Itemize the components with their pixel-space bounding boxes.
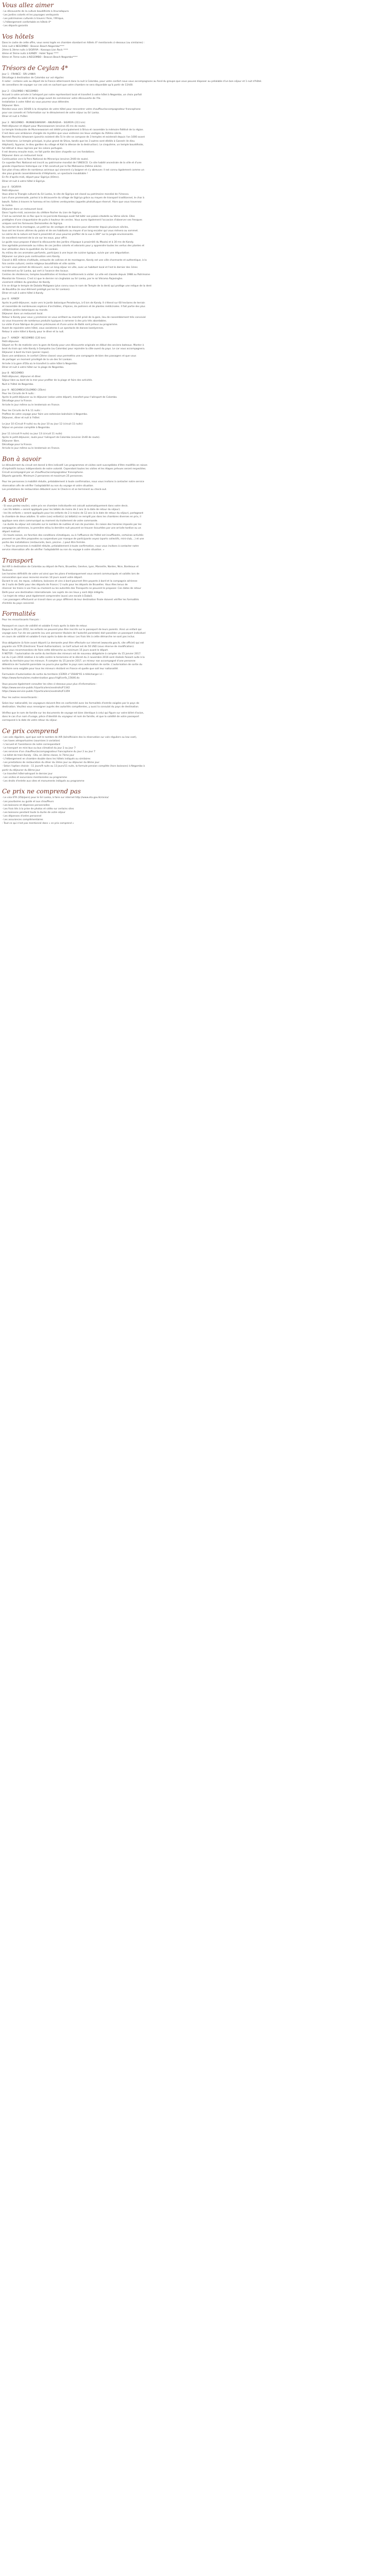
text-line: où vous trouverez de nombreux produits typiques à ramener à des prix très abordables. (2, 320, 107, 323)
text-line: de conseillons de voyager sur ces vols en sachant que votre chambre ne sera disponible qu'à partir de 11h00. (2, 84, 134, 87)
text-line: vivement célèbre du grandeur de Kandy. (2, 281, 51, 284)
text-line: Depuis le 26 juin 2012, les enfants ne peuvent plus être inscrits sur le passeport de leurs parents. Ainsi un enfant qui (2, 629, 142, 632)
text-line: réservation afin de vérifier l'adaptabilité au non du voyage et votre situation. (2, 484, 94, 487)
text-line: Déjeuner dans un restaurant local. (2, 154, 43, 157)
text-line: Vous allez la Triangle culturel du Sri Lanka, le site de Sigiriya est classé au patrimoine mondial de l'Unesco. (2, 193, 129, 196)
text-line: Arrivée le jour même ou le lendemain en France. (2, 403, 60, 406)
text-line: applique sera alors communiqué au moment du traitement de votre commande. (2, 519, 98, 522)
text-line: - Les taxes aéroportuaires (soumises à variation) (2, 739, 60, 742)
text-line: 2ème & 3ème nuits à SIGIRIYA : Kassapa Lion Rock **** (2, 49, 69, 52)
text-line: - les lits enfants » seront appliqués pour les enfants de 2 à moins de 12 ans (à la date de retour du séjour), partageant (2, 512, 143, 515)
text-line: Installation à votre hôtel où vous pourrez vous détendre. (2, 101, 70, 104)
text-line: - Les boissons et dépenses personnelles (2, 804, 50, 807)
text-line: d'entrée du pays concerné. (2, 602, 35, 605)
text-line: Arrivée le jour même ou le lendemain en France. (2, 447, 60, 450)
text-line: Dîner et nuit à votre hôtel sur la plage de Negombo. (2, 366, 64, 369)
text-line: - Les prestations de restauration du dîner du 2ème jour au déjeuner du 8ème jour (2, 761, 100, 765)
text-line: - Le visa ETA (35$/pers) pour le Sri Lanka, à faire sur internet http://www.eta.gov.lk/slvisa/ (2, 796, 109, 800)
text-line: service réservation afin de vérifier l'adaptabilité ou non du voyage à votre situation. » (2, 549, 105, 552)
section-title: A savoir (2, 496, 28, 504)
text-line: partir du déjeuner du 8ème jour (2, 769, 40, 772)
text-line: fut détruit à deux reprises par les colons portugais. (2, 147, 63, 150)
text-line: - Les passagers effectuent un transit dans un pays différent de leur destination finale doivent vérifier les formalités (2, 598, 139, 601)
text-line: https://www.service-public.fr/particuliers/vosdroits/F1359 (2, 690, 70, 693)
text-line: bord du train qui relie Kandy à Gampaha (ou Colombo) pour rejoindre la côte ouest du pays. Le car vous accompagnera. (2, 348, 145, 351)
text-line: départ matinal. (2, 530, 21, 533)
text-line: - L'accueil et l'assistance de notre correspondant (2, 743, 60, 746)
text-line: Jour 6 : KANDY (2, 298, 20, 301)
text-line: Déjeuner à bord du train (panier repas). (2, 351, 50, 354)
text-line: A noter : certains vols au départ de la France atterrissent dans la nuit à Colombo, pour votre confort nous vous accompagnons au fond du groupe que vous pouvez disposer au préalable d'un bon séjour et 1 nuit d'hôtel. (2, 80, 262, 83)
section-title: Ce prix ne comprend pas (2, 788, 81, 795)
text-line: - Les frais liés à la prise de photos et vidéo sur certains sites (2, 807, 74, 810)
section-title: Bon à savoir (2, 455, 41, 463)
text-line: Déjeuner libre. (2, 439, 20, 443)
text-line: Déjeuner libre. (2, 105, 20, 108)
text-line: Au milieu de ces aromates parfumés, participez à une leçon de cuisine typique, suivie par une dégustation. (2, 251, 130, 255)
text-line: Pour les Circuits de 9 & 11 nuits : (2, 410, 42, 413)
text-line: et rassemble de nombreuses espèces d'orchidées, d'épices, de palmiers et de plantes médicinales. Il fait partie des plus (2, 305, 145, 308)
text-line: Son plan d'eau attire de nombreux animaux qui viennent s'y baigner et s'y abreuver. Il est connu également comme un (2, 169, 144, 172)
text-line: 4ème et 5ème nuits à KANDY : Hotel Topaz **** (2, 53, 59, 56)
text-line: Dans l'après-midi, ascension du célèbre Rocher du Lion de Sigiriya. (2, 211, 82, 214)
text-line: des plus grands rassemblements d'éléphants, un spectacle inoubliable ! (2, 173, 88, 176)
text-line: C'est au sommet de ce Roc que le roi parricide Kassapa avait fait bâtir son palais-citadelle au Vème siècle. Elles (2, 215, 135, 218)
text-line: Le temple hindouiste de Munneswaram est dédié principalement à Shiva et rassemble la mémoire fidélisé de la région. (2, 129, 144, 132)
section-transport (2, 557, 386, 606)
text-line: - Les départs garantis (2, 25, 28, 28)
text-line: https://www.service-public.fr/particuliers/vosdroits/F1342 (2, 686, 70, 689)
text-line: Jour 1 : FRANCE - SRI LANKA (2, 73, 36, 76)
text-line: correspond à la date de votre retour du séjour. (2, 719, 58, 722)
text-line: Centres de résidences, temples bouddhistes et hindous traditionnels à visiter. La ville est classée depuis 1988 au Patrimoine (2, 274, 150, 277)
text-line: Séjour libre au bord de la mer pour profiter de la plage et faire des activités. (2, 379, 93, 382)
text-line: - L'hébergement confortable en hôtels 4* (2, 21, 51, 24)
text-line: Toulouse. (2, 569, 13, 572)
text-line: fois centre culturel, centre religieux bouddhiste et ville sainte. (2, 263, 76, 266)
text-line: Décollage pour la France. (2, 400, 32, 403)
text-line: - Les assurances complémentaires (2, 818, 43, 821)
text-line: - L'hébergement en chambre double dans les hôtels indiqués ou similaires (2, 758, 91, 761)
text-line: Rendez-vous vers 16h00 à la réception de votre hôtel pour rencontrer votre chauffeur/accompagnateur francophone (2, 108, 141, 111)
section-vous-allez-aimer (2, 2, 386, 28)
text-line: Petit-déjeuner et départ pour Munneswaram (environ 45 mn de route). (2, 125, 86, 128)
section-title: Vous allez aimer (2, 2, 54, 9)
text-line: Accueil à votre arrivée à l'aéroport par notre représentant local et transfert à votre hôtel à Negombo, un choix parfait (2, 93, 142, 96)
text-line: Petit-déjeuner, déjeuner et dîner. (2, 376, 42, 379)
text-line: destination. Veuillez vous renseigner auprès des autorités compétentes, y aussi la consulat du pays de destination. (2, 706, 139, 709)
text-line: la chambre de deux adultes. Si votre (vos) enfant(s) (a) bébé(s) ne remplit pas dans les chambres diverses en prix, il (2, 516, 141, 519)
text-line: Une agréable promenade au milieu de ces jardins colorés et odorants pour y apprendre toutes les vertus des plantes et (2, 244, 144, 247)
content (0, 0, 386, 826)
text-line: Après le petit-déjeuner ou le déjeuner (selon votre départ), transfert pour l'aéroport de Colombo. (2, 396, 118, 399)
text-line: Pour les Circuits de 9 nuits : (2, 393, 36, 396)
text-line: - Le transfert hôtel-aéroport le dernier jour (2, 772, 53, 775)
text-line: protégées d'une cinquantaine de puits à hauteur de cercles. Vous aurez également l'occasion d'observer ses fresques (2, 219, 142, 222)
text-line: Jour 4 : SIGIRIYA (2, 186, 22, 189)
text-line: bœufs. Faites à travers le hameau et les rizières verdoyantes (appelés photo/tuque réservé. Alors que vous traversez (2, 200, 142, 204)
text-line: Au sommet de la montagne, un petit lac de vestiges et de bassins pour alimenter depuis plusieurs siècles, (2, 226, 129, 229)
text-line: compagnies aériennes, la première et/ou la dernière nuit peuvent se trouver écourtées par une arrivée tardive ou un (2, 527, 141, 530)
text-line: éléphant), Ayyanar, le dieu gardien du village et Kali la déesse de la destruction). Le cinquième, un temple bouddhiste, (2, 143, 144, 146)
text-line: C'est dans une ambiance chargée de mystère que vous visiterez ces lieux vestiges du XVème siècle. (2, 132, 122, 135)
text-line: Déjeuner dans un restaurant local. (2, 208, 43, 211)
text-line: Jour 11 (circuit 9 nuits) ou jour 13 (circuit 11 nuits) (2, 432, 62, 435)
text-line: Retour à Kandy pour vous y promener en vous arrêtant au marché prisé de la gare, lieu de rassemblement très convivial (2, 316, 146, 319)
section-title: Formalités (2, 610, 36, 618)
text-line: partie des installations (restaurants, bars, piscine...) peut être fermée. (2, 541, 86, 545)
text-line: - La découverte de la culture bouddhiste à Anuradapura (2, 10, 69, 13)
text-line: Jour 7 : KANDY - NEGOMBO (120 km) (2, 336, 46, 340)
text-line: Nuit à l'hôtel de Negombo. (2, 383, 34, 386)
text-line: Départs garantis. Minimum 2 personnes et maximum 25 personnes. (2, 474, 84, 478)
text-line: - Selon l'option choisie : 11 jours/9 nuits ou 13 jours/11 nuits, la formule pension complète (hors boissons) à Negombo à (2, 765, 145, 768)
text-line: - Les patrimoines culturels à travers l'Asie, l'Afrique, (2, 18, 64, 21)
text-line: la rivière. (2, 204, 13, 207)
text-line: Jour 9 : NEGOMBO/COLOMBO (35km) (2, 389, 46, 392)
text-line: Vérifiez que le nom de famille sur les documents de voyage est bien identique à celui qui figure sur votre billet d'avion, (2, 711, 144, 715)
text-line: Dîner et nuit à l'hôtel. (2, 115, 28, 118)
text-line: - Les jardins colorés et les paysages verdoyants (2, 14, 59, 17)
text-line: Visa obligatoire (à faire avant départ) La demande peut être effectuée sur internet (www.eta.gov.lk, site officiel) qui est (2, 641, 144, 645)
text-line: Durant le vol, les repas, collations, boissons et vins à bord pourront être payants à bord et la compagnie aérienne (2, 580, 138, 583)
text-line: La visite d'une fabrique de pierres précieuses et d'une usine de Batik sont prévus au programme. (2, 324, 118, 327)
text-line: Retour à votre hôtel à Kandy pour le dîner et la nuit. (2, 331, 64, 334)
text-line: Nous vous recommandons de faire cette démarche au minimum 15 jours avant le départ. (2, 649, 109, 652)
text-line: convocation que vous recevrez environ 10 jours avant votre départ. (2, 577, 83, 580)
text-line: Le déroulement du circuit est donné à titre indicatif. Les programmes et visites sont susceptibles d'être modifiés en raison (2, 464, 148, 467)
text-line: - Les services d'un chauffeur/accompagnateur francophone du jour 2 au jour 7 (2, 751, 95, 754)
text-line: de 2 nuits de Delhi pour des départs de France / 2 nuits pour les départs de Bruxelles. Vous êtes tenus de (2, 584, 128, 587)
text-line: Vol A/R à destination de Colombo au départ de Paris, Bruxelles, Genève, Lyon, Marseille, Nantes, Nice, Bordeaux et (2, 565, 139, 568)
text-line: Les prestations de restauration débutent avec le Check-in et se terminent au check-out. (2, 488, 107, 491)
text-line: uniques sont les fameuses Demoiselles de Sigiriya. (2, 223, 63, 226)
text-line: Départ en fin de matinée vers la gare de Kandy pour une découverte originale en début des anciens bateaux. Monter à (2, 344, 144, 347)
text-line: - La durée du séjour est calculée sur le nombre de nuitées et non de journées. En raison des horaires imposés par les (2, 523, 142, 526)
text-line: Classé à 465 mètres d'altitude, entourée de collines et de montagnes, Kandy est une ville charmante et authentique, à la (2, 259, 147, 262)
text-line: 6ème et 7ème nuits à NEGOMBO : Beacon Beach Negombo**** (2, 56, 78, 59)
text-line: dans le cas d'un nom d'usage, pièce d'identité du voyageur et nom de famille, et que la validité de votre passeport (2, 716, 139, 718)
text-line: Le jour 10 (Circuit 9 nuits) ou du jour 10 au jour 12 (circuit 11 nuits) (2, 422, 83, 426)
text-line: - Les visites et excursions mentionnées au programme (2, 776, 67, 779)
text-line: - Les vols réguliers, quel que soit le nombre de AIR (bénéficiaire des la réservation sur vols réguliers ou low cost), (2, 736, 137, 739)
text-line: Avant de rejoindre votre hôtel, vous assisterez à un spectacle de danses kandyennes. (2, 327, 104, 330)
text-line: - Le transport en mini-bus ou bus climatisé du jour 2 au jour 7 (2, 747, 76, 750)
section-title: Vos hôtels (2, 32, 34, 40)
text-line: 1ère nuit à NEGOMBO : Beacon Beach Negombo**** (2, 45, 64, 48)
text-line: réserver les trains à vos frais au moment ou les autorités des Transports ne peuvent le proposer. Ces dates de retour (2, 587, 141, 590)
text-line: Après le petit-déjeuner, route vers le jardin botanique Peradeniya, à 6 km de Kandy. Il s'étend sur 60 hectares de terrain (2, 301, 145, 304)
text-line: - En haute saison, en fonction des conditions climatiques, ou à l'affluence de l'hôtel est insuffisante, certaines activités (2, 534, 143, 537)
text-line: Dans le cadre de cette offre, vous serez logés en chambre standard en hôtels 4* mentionnés ci-dessous (ou similaires) : (2, 41, 145, 44)
text-line: - Le billet de train Kandy - Ella, en 3ème classe, le 7ème jour (2, 754, 74, 757)
section-title: Trésors de Ceylan 4* (2, 64, 68, 72)
text-line: Petit-déjeuner. (2, 341, 20, 343)
text-line: Déjeuner sur place puis continuation vers Kandy. (2, 255, 60, 258)
text-line: Jour 3 : NEGOMBO - MUNNESWARAM - ANURADHA - SIGIRIYA (211 km) (2, 122, 86, 125)
text-line: Décollage à destination de Colombo sur vol régulier. (2, 77, 64, 80)
text-line: En fin d'après-midi, départ pour Sigiriya (40mn). (2, 176, 60, 179)
text-line: leur utilisation dans la quotidien du Sri Lankais. (2, 248, 59, 251)
text-line: d'impératifs locaux indépendants de notre volonté. Cependant toutes les visites et les étapes prévues seront respectées. (2, 467, 146, 470)
section-ce-prix-ne-comprend-pas (2, 788, 386, 825)
text-line: Il le se dirige le temple de Dalada Maligawa (plus connu sous le nom de Temple de la dent) qui protège une relique de la dent (2, 284, 152, 287)
text-line: tous ont les traces ultimes du palais et de ses habitants au moyen d'un long escalier qui vous mènera au sommet. (2, 230, 139, 233)
text-line: Selon leur nationalité, les voyageurs doivent être en conformité avec les formalités d'entrée exigées par le pays de (2, 702, 139, 705)
text-line: en cours de validité et valable 6 mois après la date de retour. Les frais liés à cette démarche ne sont pas inclus. (2, 636, 135, 639)
text-line: pour profiter du soleil et de la plage avant de commencer votre découverte de l'île. (2, 97, 101, 100)
section-a-savoir (2, 496, 386, 552)
text-line: territoire sera exigible pour tous les mineurs résidant en France et quelle que soit leur nationalité. (2, 667, 119, 670)
text-line: - Les boissons pendant toute la durée de votre séjour (2, 811, 66, 814)
section-bon-a-savoir (2, 455, 386, 492)
text-line: Pour les personnes à mobilité réduite, préalablement à toute confirmation, nous vous invitons à contacter notre service (2, 481, 144, 484)
text-line: Le calme de la nature est tout à proximité et vous pourrez profiter de la vue à 360° sur la jungle environnante. (2, 233, 134, 236)
text-line: - Si vous partez seul(e), votre prix en chambre individuelle est calculé automatiquement dans votre devis. (2, 505, 128, 508)
text-line: grande importance historique car il fût construit par le Roi Mahasena (IVème siècle). (2, 165, 103, 168)
text-line: Jour 2 : COLOMBO / NEGOMBO (2, 90, 38, 93)
text-line: Profitez de votre voyage pour faire une extension balnéaire à Negombo. (2, 413, 88, 416)
text-line: Pour les autres ressortissants : (2, 696, 39, 699)
text-line: Pour les ressortissants français : (2, 619, 41, 622)
text-line: Nommé Panchis Ishwaram (panchis existent dès 5) le site se compose de 3 temples et existerait depuis l'an 1000 avant (2, 136, 145, 139)
text-line: https://www.formulaires.modernisation.gouv.fr/gf/cerfa_15646.do (2, 677, 80, 680)
text-line: Dîner et nuit à votre hôtel à Kandy. (2, 292, 44, 295)
text-line: Ce superbe Parc National est inscrit au patrimoine mondial de l'UNESCO. Ce site habité ancestrale de la ville et d'une (2, 162, 142, 165)
text-line: célèbres jardins botaniques au monde. (2, 309, 48, 312)
text-line: de partager un moment privilégié de la vie des Sri Lankais. (2, 359, 73, 362)
text-line: maintenant au Sri Lanka, qui sert à l'avance des locaux. (2, 270, 69, 273)
section-title: Transport (2, 556, 34, 564)
text-line: Dans une ambiance, le confort (3ème classe) vous permettra une compagnie de bien des passagers et que vous (2, 355, 136, 358)
text-line: - Les lits bébés » seront appliqués pour les bébés de moins de 2 ans (à la date de retour du séjour). (2, 509, 121, 512)
text-line: À NOTER : l'autorisation de sortie du territoire des mineurs est de nouveau obligatoire à compter du 15 janvier 2017. (2, 653, 141, 656)
text-line: Delhi pour une destination internationale. Les sujets de ces lieux y sont déjà intégrés. (2, 591, 104, 594)
text-line: Déjeuner dans un restaurant local. (2, 312, 43, 315)
text-line: Passeport en cours de validité et valable 6 mois après la date de retour. (2, 625, 88, 628)
text-line: Déjeuner, dîner et nuit à l'hôtel. (2, 417, 40, 420)
text-line: Séjour en pension complète à Negombo. (2, 426, 51, 429)
text-line: payante via l'ETA (Electronic Travel Authorisation). Le tarif actuel est de 50 USD (sous réserve de modification). (2, 646, 135, 648)
text-line: Décollage pour la France. (2, 443, 32, 446)
text-line: - Les pourboires au guide et aux chauffeurs (2, 800, 54, 803)
text-line: Un excellent moment de la vie sur les eaux, pour offrir. (2, 237, 68, 240)
text-line: - Le trajet de retour peut également comprendre (aussi une escale à Dubaï). (2, 595, 93, 598)
text-line: voyage avec l'un de ses parents (ou une personne titulaire de l'autorité parentale) doit posséder un passeport individuel (2, 632, 145, 635)
text-line: - Les dépenses d'ordre personnel (2, 815, 42, 818)
text-line: Jour 8 : NEGOMBO (2, 372, 24, 375)
text-line: peuvent ne pas être proposées ou suspendues par manque de participants voyez (sports collectifs, mini-club,...) et une (2, 538, 144, 541)
text-line: pour vos conseils et l'information sur le déroulement de votre séjour au Sri Lanka. (2, 112, 100, 115)
text-line: - Les droits d'entrée aux sites et monuments indiqués au programme (2, 779, 85, 783)
text-line: Il est devenu ensuite mais, ne fait partie des bien chapelle sur ces fondations. (2, 150, 95, 154)
text-line: de Bouddha (le seul élément protégé par les Sri Lankais). (2, 288, 71, 291)
text-line: Petit-déjeuner. (2, 190, 20, 193)
text-line: Circuit accompagné par un chauffeur/accompagnateur francophone. (2, 471, 84, 474)
section-tresors-de-ceylan (2, 64, 386, 451)
text-line: Dîner et nuit à votre hôtel à Sigiriya. (2, 180, 45, 183)
text-line: Lors d'une promenade, partez à la découverte du village de Sigiriya grâce au moyen de transport traditionnel, le char à (2, 197, 144, 200)
text-line: détentrice de l'autorité parentale ne pourra plus quitter le pays sans autorisation de sortie. L'autorisation de sortie du (2, 664, 142, 667)
text-line: - Tout ce qui n'est pas mentionné dans « ce prix comprend » (2, 822, 74, 825)
section-vos-hotels (2, 33, 386, 60)
section-formalites (2, 610, 386, 722)
text-line: Vous pouvez également consulter les sites ci-dessous pour plus d'informations : (2, 683, 97, 686)
section-ce-prix-comprend (2, 727, 386, 784)
text-line: sortie du territoire pour les mineurs. À compter du 15 janvier 2017, un mineur non accompagné d'une personne (2, 660, 136, 663)
text-line: Après le petit-déjeuner, route pour l'aéroport de Colombo (environ 1h40 de route). (2, 436, 101, 439)
text-line: Formulaire d'autorisation de sortie du territoire (CERFA n°15646*01 à télécharger ici : (2, 673, 104, 676)
text-line: Arrivée à la gare d'Ella où le transfert à votre hôtel à Negombo. (2, 362, 78, 365)
section-title: Ce prix comprend (2, 727, 59, 735)
text-line: Les horaires définitifs de votre vol ainsi que les plans d'embarquement vous seront communiqués et validés lors de (2, 573, 140, 576)
text-line: Le train vous permet de découvrir, avec un long séjour en ville, avec un habitant local et l'est le dernier des 1ères (2, 266, 138, 269)
text-line: Le guide nous propose d'abord la découverte des jardins d'époque à proximité du Moutai et à 30 mn de Kandy. (2, 241, 134, 244)
text-line: Mondial de l'Unesco. C'est ici que le dernier roi cinghalais au Sri Lanka, par le roi Vikrama Rajasinghe. (2, 277, 123, 280)
text-line: Loi du 3 juin 2016 relative à la lutte contre le terrorisme et le décret du 2 novembre 2016 sont réalisés faisant suite à la (2, 656, 145, 659)
text-line: les historiens. Le temple principal, le plus grand de Shiva, tandis que les 3 autres sont dédiés à Ganesh (le dieu (2, 140, 135, 143)
text-line: - « Pour les personnes à mobilité réduite, préalablement à toute confirmation, nous vous invitons à contacter notre (2, 545, 139, 548)
text-line: Continuation vers la Pons National de Minneriya (environ 2h00 de route). (2, 158, 89, 161)
